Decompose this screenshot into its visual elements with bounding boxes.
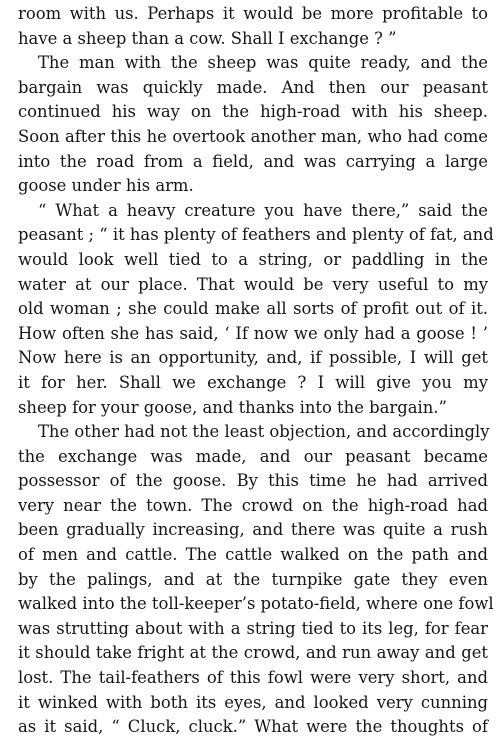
text-line: The man with the sheep was quite ready, and the — [38, 53, 488, 73]
text-line: the exchange was made, and our peasant became — [18, 446, 488, 466]
text-line: peasant ; “ it has plenty of feathers and plenty of fat, and — [18, 225, 494, 245]
text-line: Now here is an opportunity, and, if possible, I will get — [18, 348, 488, 368]
text-line: lost. The tail-feathers of this fowl were very short, and — [18, 668, 488, 688]
text-line: water at our place. That would be very useful to my — [18, 274, 488, 294]
text-line: it should take fright at the crowd, and run away and get — [18, 643, 488, 663]
text-line: as it said, “ Cluck, cluck.” What were the thoughts of — [18, 717, 488, 737]
text-line: into the road from a field, and was carrying a large — [18, 151, 488, 171]
text-line: old woman ; she could make all sorts of profit out of it. — [18, 299, 488, 319]
text-line: have a sheep than a cow. Shall I exchange ? ” — [18, 28, 397, 48]
text-line: it for her. Shall we exchange ? I will give you my — [18, 372, 488, 392]
text-line: The other had not the least objection, and accordingly — [38, 422, 490, 442]
body-text — [18, 2, 494, 740]
text-line: would look well tied to a string, or paddling in the — [18, 249, 488, 269]
text-line: room with us. Perhaps it would be more profitable to — [18, 4, 488, 23]
text-line: Soon after this he overtook another man, who had come — [18, 126, 488, 146]
text-line: been gradually increasing, and there was quite a rush — [18, 520, 488, 540]
text-line: it winked with both its eyes, and looked very cunning — [18, 692, 488, 712]
text-line: by the palings, and at the turnpike gate they even — [18, 569, 488, 589]
text-line: continued his way on the high-road with his sheep. — [18, 102, 488, 122]
text-line: was strutting about with a string tied to its leg, for fear — [18, 618, 488, 638]
text-line: bargain was quickly made. And then our peasant — [18, 77, 488, 97]
text-line: walked into the toll-keeper’s potato-field, where one fowl — [18, 594, 494, 614]
text-line: goose under his arm. — [18, 176, 194, 196]
text-line: How often she has said, ‘ If now we only had a goose ! ’ — [18, 323, 488, 343]
text-line: possessor of the goose. By this time he had arrived — [18, 471, 488, 491]
text-line: very near the town. The crowd on the high-road had — [18, 495, 488, 515]
text-line: sheep for your goose, and thanks into the bargain.” — [18, 397, 447, 417]
text-line: “ What a heavy creature you have there,” said the — [38, 200, 488, 220]
text-line: of men and cattle. The cattle walked on the path and — [18, 545, 488, 565]
